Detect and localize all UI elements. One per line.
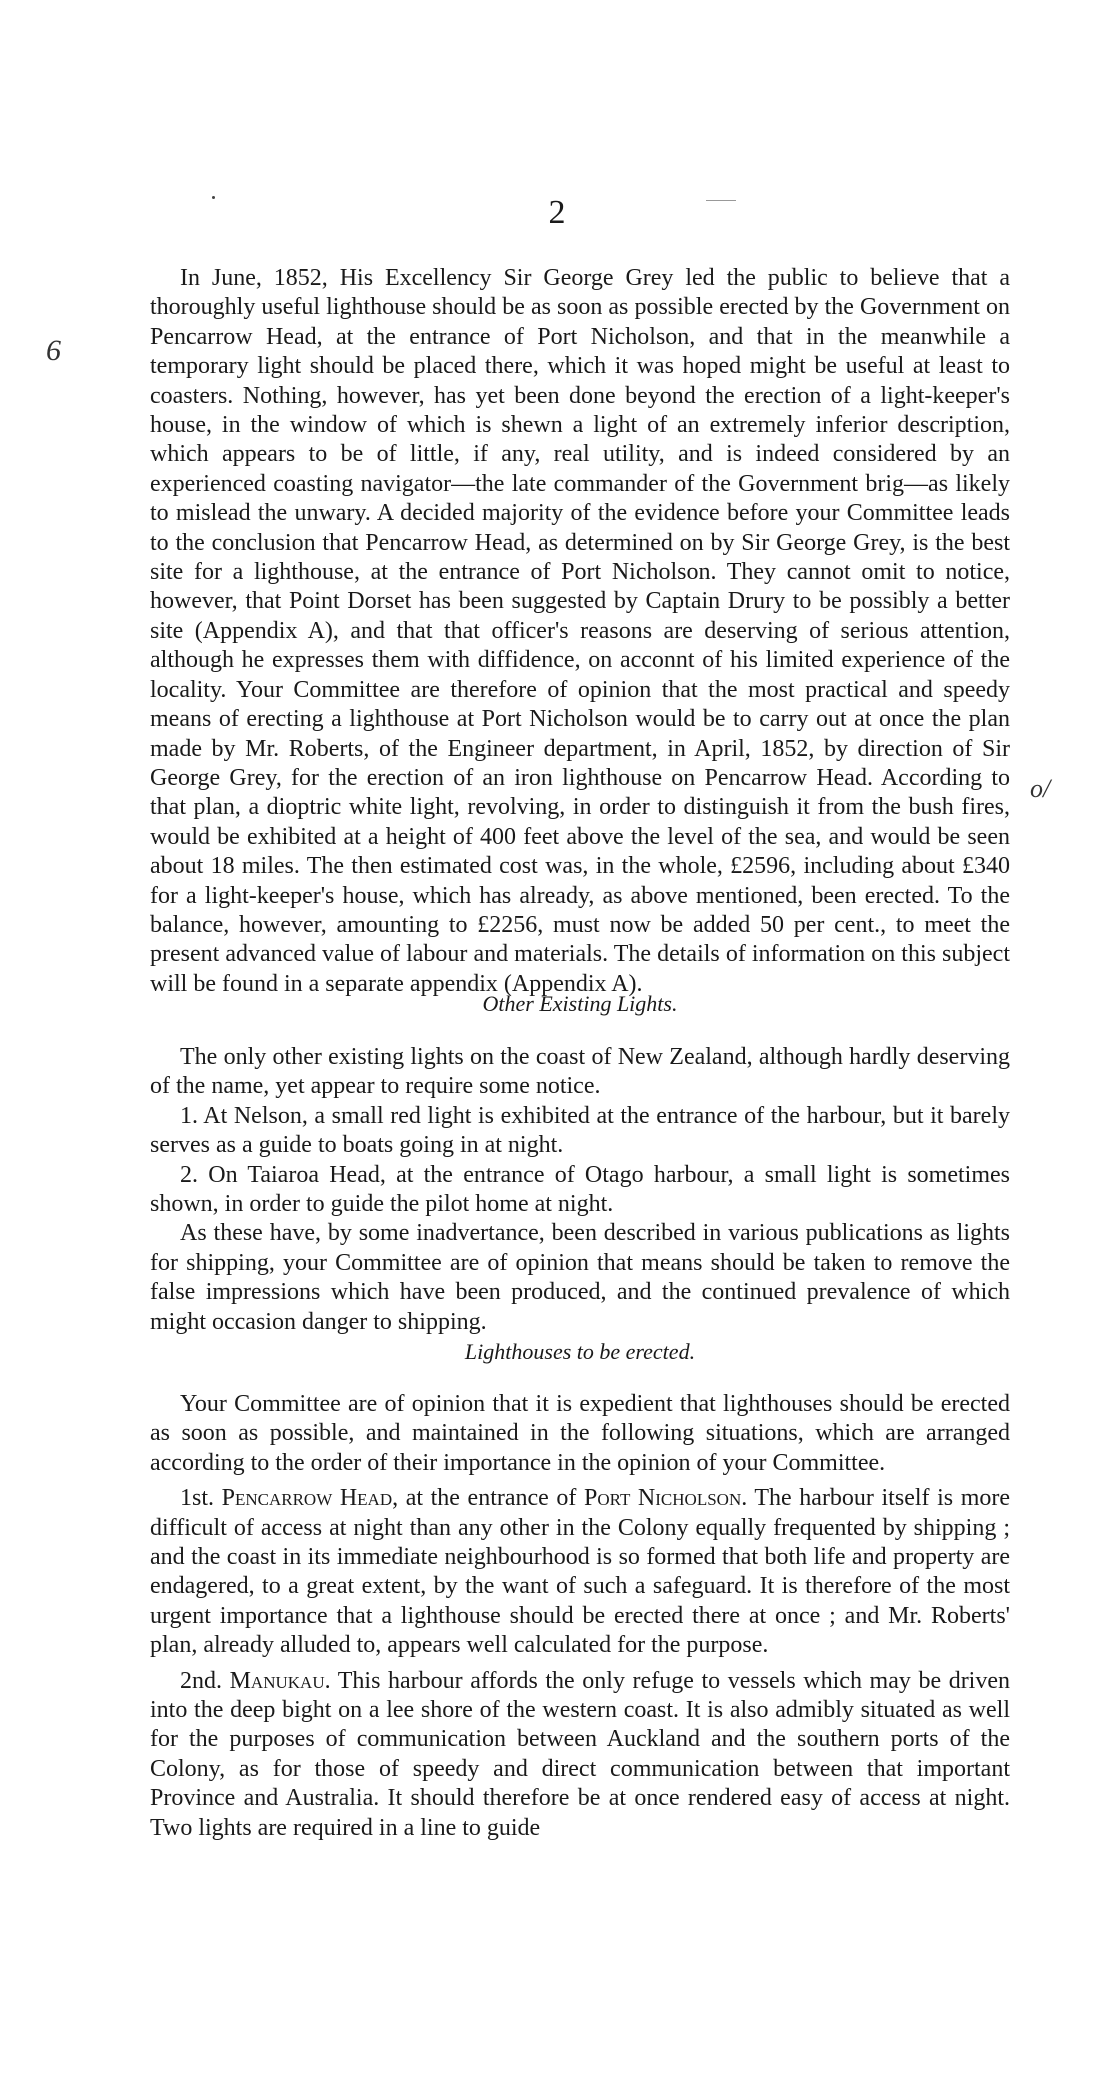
item-port: Port Nicholson <box>584 1485 742 1512</box>
heading-lighthouses-to-be-erected: Lighthouses to be erected. <box>464 1339 696 1364</box>
item-text: . The harbour itself is more difficult of access at night than any other in the Colony equally frequented by shipping ; and the coast in its immediate neighbourhood is so formed that both life and property are endagered, to a great extent, by the want of such a safeguard. It is therefore of the most urgent importance that a lighthouse should be erected there at once ; and Mr. Roberts' plan, already alluded to, appears well calculated for the purpose. <box>150 1485 1011 1659</box>
item-text: . This harbour affords the only refuge to vessels which may be driven into the deep bight on a lee shore of the western coast. It is also admibly situated as well for the purposes of communication between Auckland and the southern ports of the Colony, as for those of speedy and direct communication between that important Province and Australia. It should therefore be at once rendered easy of access at night. Two lights are required in a line to guide <box>150 1667 1011 1841</box>
item-place: Pencarrow Head <box>221 1485 393 1512</box>
page-number: 2 <box>548 194 566 231</box>
section-intro <box>150 264 1010 999</box>
list-item <box>150 1667 1010 1843</box>
paragraph: 1. At Nelson, a small red light is exhibited at the entrance of the harbour, but it barely serves as a guide to boats going in at night. <box>150 1102 1010 1159</box>
item-ordinal: 2nd. <box>180 1667 222 1694</box>
margin-note-right: o/ <box>1030 774 1051 803</box>
paragraph: The only other existing lights on the coast of New Zealand, although hardly deserving of the name, yet appear to require some notice. <box>150 1044 1010 1100</box>
section-other-existing-lights <box>150 1043 1010 1337</box>
paragraph: As these have, by some inadvertance, been described in various publications as lights for shipping, your Committee are of opinion that means should be taken to remove the false impressions which have been produced, and the continued prevalence of which might occasion danger to shipping. <box>150 1220 1010 1335</box>
item-place: Manukau <box>229 1667 325 1694</box>
paragraph: In June, 1852, His Excellency Sir George Grey led the public to believe that a thoroughly useful lighthouse should be as soon as possible erected by the Government on Pencarrow Head, at the entrance of Port Nicholson, and that in the meanwhile a temporary light should be placed there, which it was hoped might be useful at least to coasters. Nothing, however, has yet been done beyond the erection of a light-keeper's house, in the window of which is shewn a light of an extremely inferior description, which appears to be of little, if any, real utility, and is indeed considered by an experienced coasting navigator—the late commander of the Government brig—as likely to mislead the unwary. A decided majority of the evidence before your Committee leads to the conclusion that Pencarrow Head, as determined on by Sir George Grey, is the best site for a lighthouse, at the entrance of Port Nicholson. They cannot omit to notice, however, that Point Dorset has been suggested by Captain Drury to be possibly a better site (Appendix A), and that that officer's reasons are deserving of serious attention, although he expresses them with diffidence, on acconnt of his limited experience of the locality. Your Committee are therefore of opinion that the most practical and speedy means of erecting a lighthouse at Port Nicholson would be to carry out at once the plan made by Mr. Roberts, of the Engineer department, in April, 1852, by direction of Sir George Grey, for the erection of an iron lighthouse on Pencarrow Head. According to that plan, a dioptric white light, revolving, in order to distinguish it from the bush fires, would be exhibited at a height of 400 feet above the level of the sea, and would be seen about 18 miles. The then estimated cost was, in the whole, £2596, including about £340 for a light-keeper's house, which has already, as above mentioned, been erected. To the balance, however, amounting to £2256, must now be added 50 per cent., to meet the present advanced value of labour and materials. The details of information on this subject will be found in a separate appendix (Appendix A). <box>150 265 1010 997</box>
section-lighthouses-to-be-erected <box>150 1390 1010 1843</box>
stray-dash <box>706 200 736 201</box>
item-ordinal: 1st. <box>180 1485 215 1512</box>
paragraph-intro: Your Committee are of opinion that it is expedient that lighthouses should be erected as soon as possible, and maintained in the following situations, which are arranged according to the order of their importance in the opinion of your Committee. <box>150 1391 1010 1476</box>
paragraph: 2. On Taiaroa Head, at the entrance of Otago harbour, a small light is sometimes shown, in order to guide the pilot home at night. <box>150 1161 1010 1218</box>
heading-other-existing-lights: Other Existing Lights. <box>482 991 678 1016</box>
item-mid: , at the entrance of <box>392 1485 585 1512</box>
margin-note-left: 6 <box>46 334 61 367</box>
list-item <box>150 1484 1010 1660</box>
